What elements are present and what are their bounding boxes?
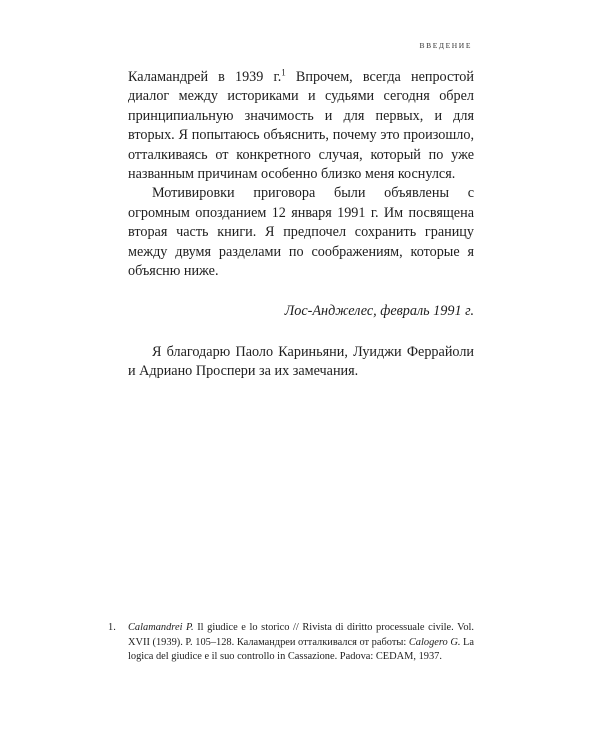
footnote-author-1: Calamandrei P.	[128, 622, 194, 633]
footnote-number: 1.	[108, 622, 116, 633]
paragraph-1-start: Каламандрей в 1939 г.	[128, 69, 282, 85]
place-date-signature: Лос-Анджелес, февраль 1991 г.	[284, 303, 474, 320]
paragraph-1-rest: Впрочем, всегда непростой диалог между историками и судьями сегодня обрел принципиальную значимость и для первых, и для вторых. Я попытаюсь объяснить, почему это произошло, отталкиваясь от конкретного случая, который по уже названным причинам особенно близко меня коснулся.	[128, 69, 474, 183]
body-text	[128, 68, 474, 382]
paragraph-2: Мотивировки приговора были объявлены с огромным опозданием 12 января 1991 г. Им посвящена вторая часть книги. Я предпочел сохранить границу между двумя разделами по соображениям, которые я объясню ниже.	[128, 185, 474, 280]
footnote-reference[interactable]: 1	[281, 67, 286, 78]
footnote-citation-2: La logica del giudice e il suo controllo in Cassazione. Padova: CEDAM, 1937.	[128, 636, 475, 663]
footnote-1	[108, 621, 474, 665]
paragraph-1	[128, 68, 474, 184]
footnote-text	[128, 621, 474, 665]
running-head: ВВЕДЕНИЕ	[419, 41, 472, 50]
footnote-author-2: Calogero G.	[408, 636, 461, 648]
footnotes	[108, 621, 474, 665]
acknowledgment: Я благодарю Паоло Кариньяни, Луиджи Феррайоли и Адриано Проспери за их замечания.	[128, 343, 474, 380]
footnote-citation-1: Il giudice e lo storico // Rivista di diritto processuale civile. Vol. XVII (1939). P. 105–128. Каламандреи отталкивался от работы:	[128, 622, 474, 648]
